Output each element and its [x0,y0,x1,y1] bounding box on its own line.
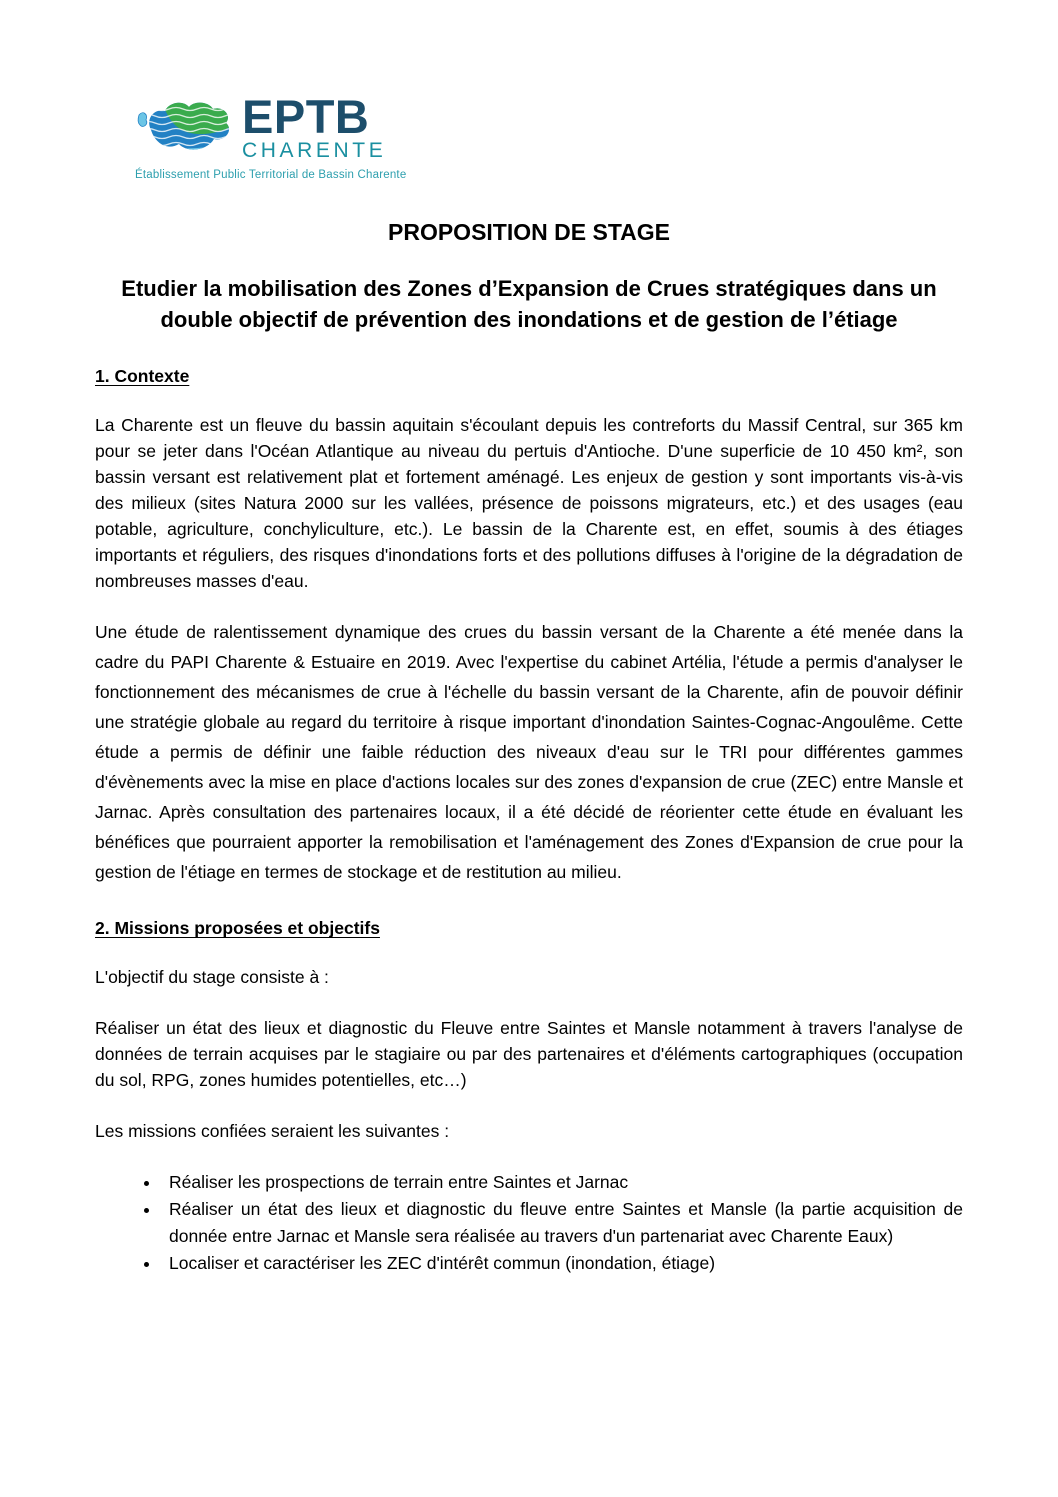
eptb-charente-logo [135,90,407,181]
missions-intro: Les missions confiées seraient les suivantes : [95,1121,450,1142]
objective-intro: L'objectif du stage consiste à : [95,967,329,988]
logo-name: CHARENTE [242,139,387,163]
missions-list [95,1169,963,1277]
mission-item-2: • Réaliser un état des lieux et diagnostic du fleuve entre Saintes et Mansle (la partie acquisition de donnée entre Jarnac et Mansle sera réalisée au travers d'un partenariat avec Charente Eaux) [161,1196,963,1250]
section-heading-contexte: 1. Contexte [95,366,190,387]
document-subtitle: Etudier la mobilisation des Zones d’Expansion de Crues stratégiques dans un double objectif de prévention des inondations et de gestion de l’étiage [121,276,937,333]
contexte-paragraph-1: La Charente est un fleuve du bassin aquitain s'écoulant depuis les contreforts du Massif Central, sur 365 km pour se jeter dans l'Océan Atlantique au niveau du pertuis d'Antioche. D'une superficie de 10 450 km², son bassin versant est relativement plat et fortement aménagé. Les enjeux de gestion y sont importants vis-à-vis des milieux (sites Natura 2000 sur les vallées, présence de poissons migrateurs, etc.) et des usages (eau potable, agriculture, conchyliculture, etc.). Le bassin de la Charente est, en effet, soumis à des étiages importants et réguliers, des risques d'inondations forts et des pollutions diffuses à l'origine de la dégradation de nombreuses masses d'eau. [95,415,963,592]
mission-item-3: • Localiser et caractériser les ZEC d'intérêt commun (inondation, étiage) [161,1250,963,1277]
logo-tagline: Établissement Public Territorial de Bassin Charente [135,169,407,181]
contexte-paragraph-2: Une étude de ralentissement dynamique des crues du bassin versant de la Charente a été menée dans la cadre du PAPI Charente & Estuaire en 2019. Avec l'expertise du cabinet Artélia, l'étude a permis d'analyser le fonctionnement des mécanismes de crue à l'échelle du bassin versant de la Charente, afin de pouvoir définir une stratégie globale au regard du territoire à risque important d'inondation Saintes-Cognac-Angoulême. Cette étude a permis de définir une faible réduction des niveaux d'eau sur le TRI pour différentes gammes d'évènements avec la mise en place d'actions locales sur des zones d'expansion de crue (ZEC) entre Mansle et Jarnac. Après consultation des partenaires locaux, il a été décidé de réorienter cette étude en évaluant les bénéfices que pourraient apporter la remobilisation et l'aménagement des Zones d'Expansion de crue pour la gestion de l'étiage en termes de stockage et de restitution au milieu. [95,622,963,883]
section-heading-missions: 2. Missions proposées et objectifs [95,918,380,939]
mission-item-1: • Réaliser les prospections de terrain entre Saintes et Jarnac [161,1169,963,1196]
document-title: PROPOSITION DE STAGE [388,219,670,245]
logo-acronym: EPTB [242,90,370,143]
basin-map-icon [135,98,239,164]
logo-top-row [135,90,395,164]
logo-wordmark [242,90,387,163]
objective-paragraph: Réaliser un état des lieux et diagnostic du Fleuve entre Saintes et Mansle notamment à travers l'analyse de données de terrain acquises par le stagiaire ou par des partenaires et d'éléments cartographiques (occupation du sol, RPG, zones humides potentielles, etc…) [95,1018,963,1091]
